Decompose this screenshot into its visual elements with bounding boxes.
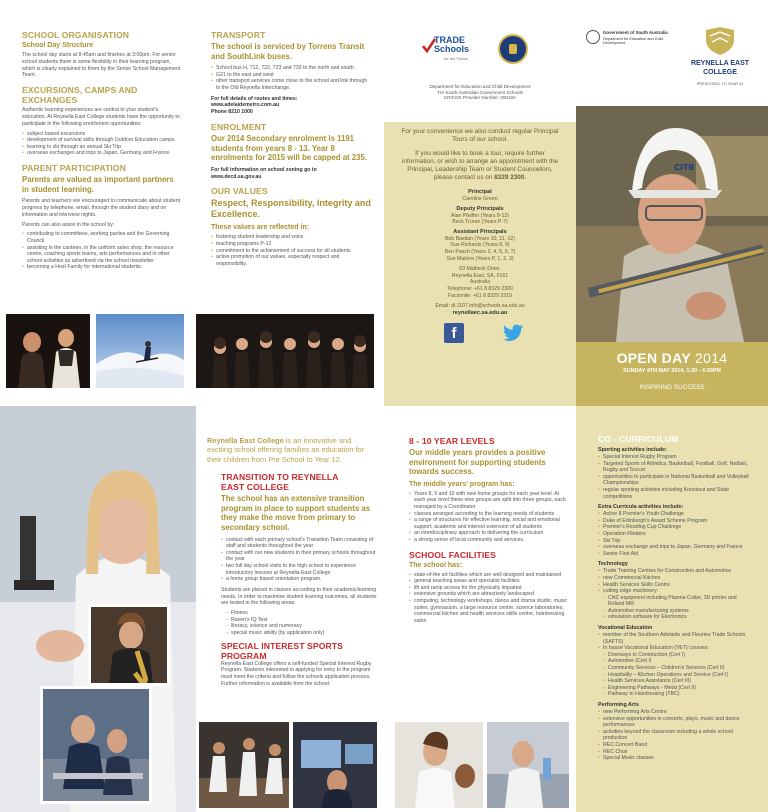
tour-intro: For your convenience we also conduct regular Principal Tours of our school. [401,128,559,143]
dept-line: CRICOS Provider Number: 00018A [443,95,517,101]
list-item: • G21 to the east and west [211,72,371,79]
list-item: • Special Interest Rugby Program [598,454,754,461]
gov-line: Government of South Australia [603,30,668,35]
photo-hairdressing [395,722,483,808]
section-title: ENROLMENT [211,121,267,132]
bullet-list [22,231,182,271]
assistant-name: Sue Malone (Years P, 1, 2, 3) [446,255,514,262]
list-item: • In house Vocational Education (VET) courses: [598,645,754,652]
assistant-name: Sue Richards (Years 8, 9) [450,242,510,249]
list-item: • two full day school visits to the high school to experience introductory lessons at Reynella East College [221,563,377,576]
list-item: • active promotion of our values, especially respect and responsibility. [211,254,371,267]
panel-contact-details [384,122,576,406]
bullet-list [22,131,182,157]
list-item: – special music ability (by application only) [221,630,377,637]
photo-technology-workshop [40,686,152,804]
list-item: • contact with each primary school's Transition Team consisting of staff and students throughout the year [221,537,377,550]
gov-crest-icon [586,30,600,44]
list-item: • new Commercial Kitchen [598,575,754,582]
list-item: • contact with our new students in their primary schools throughout the year [221,550,377,563]
section-title: PARENT PARTICIPATION [22,162,127,173]
list-item: – literacy, science and numeracy [221,623,377,630]
list-item: • regular sporting activities including Knockout and State competitions [598,487,754,500]
photo-choir [196,314,374,388]
section-lead: The school has an extensive transition program in place to support students as they make the move from primary to secondary school. [221,494,371,532]
panel-transport [211,30,371,310]
bullet-list [598,632,754,698]
intro-college: Reynella East College [207,436,284,445]
list-item: • other transport services come close to the school and link through to the Old Reynella Interchange. [211,78,371,91]
website-link[interactable]: reynellaec.sa.edu.au [452,309,508,316]
paragraph: Authentic learning experiences are central to your student's education. At Reynella East College students have the opportunity to participate in the following enrichment opportunities: [22,107,180,127]
paragraph: Reynella East College offers a self-funded Special Interest Rugby Program. Students interested in applying for entry to the program must meet the criteria and follow the schools application process. Further information is available from the school. [221,660,372,687]
zoning-link[interactable]: www.decd.sa.gov.au [211,173,262,180]
list-item: – simulation software for Electronics [598,614,754,621]
routes-link[interactable]: www.adelaidemetro.com.au [211,102,280,109]
paragraph: Parents and teachers are encouraged to communicate about student progress by telephone, email, through the student diary and on information and interview nights. [22,198,181,218]
section-title: TRANSPORT [211,30,266,40]
dept-info [394,84,566,101]
deputy-title: Deputy Principals [456,205,504,212]
list-item: – Engineering Pathways - Metal (Cert II) [598,685,754,692]
tour-contact-body: If you would like to book a tour, require further information, or wish to arrange an appointment with the Principal, Leadership Team or Student Counsellors, please contact us on [402,150,558,181]
bullet-list [598,568,754,621]
list-item: • general teaching areas and specialist facilities [409,578,571,585]
list-item: – Pathway to Hairdressing (TBC) [598,691,754,698]
list-item: • an interdisciplinary approach to delivering the curriculum [409,530,571,537]
dept-line: T/A South Australian Government Schools [437,89,523,95]
routes-label: For full details of routes and times: [211,95,298,102]
photo-drama-performance [6,314,90,388]
assistant-name: Ben Pasch (Years 3, 4, 5, 6, 7) [444,248,516,255]
section-title: TRANSITION TO REYNELLA EAST COLLEGE [221,472,339,493]
list-item: • Active 8 Premier's Youth Challenge [598,511,754,518]
trade-logo-sub: for the Future [444,56,469,61]
bullet-list [211,65,371,91]
address-line: 63 Malbeck Drive, [459,266,501,273]
intro-paragraph [207,436,377,464]
list-item: • REC Choir [598,749,754,756]
email-link[interactable]: Email: dl.1107.info@schools.sa.edu.au [435,303,525,310]
group-extra [598,504,754,557]
list-item: • becoming a Host Family for international students. [22,264,182,271]
bullet-list [409,572,571,625]
bullet-list [409,491,571,544]
list-item: • activities beyond the classroom including a whole school production [598,729,754,742]
list-item: • learning to ski through an annual Ski Trip [22,144,182,151]
intro-text: is an innovative and exciting school offering families an education for their children from Pre School to Year 12. [207,436,365,464]
principal-name: Caroline Green [462,196,498,202]
group-sport [598,447,754,500]
list-item: • fostering student leadership and voice [211,234,371,241]
list-item: • teaching programs P-12 [211,241,371,248]
list-item: – CNC equipment including Plasma Cutter, 3D printer and Roland Mill [598,595,754,608]
list-item: • lift and ramp access for the physically impaired [409,585,571,592]
facebook-icon[interactable]: f [444,323,464,343]
list-item: • Premier's Reading Cup Challenge [598,524,754,531]
section-lead: The school is serviced by Torrens Transit and SouthLink buses. [211,42,365,61]
list-item: • assisting in the canteen, in the uniform sales shop, the resource centre, coaching sports teams, arts performances and in other school activities as advertised via the school newsletter [22,245,182,265]
list-item: – Fitness [221,610,377,617]
gov-line: Department for Education and Child Development [603,37,664,46]
bullet-list [221,610,377,636]
section-lead: Our 2014 Secondary enrolment is 1191 students from years 8 - 13. Year 8 enrolments for 2015 will be capped at 235. [211,133,367,163]
section-title: SPECIAL INTEREST SPORTS PROGRAM [221,640,343,661]
dept-line: Department for Education and Child Development [429,84,531,89]
section-title: SCHOOL ORGANISATION [22,30,130,40]
photo-science-lab [487,722,569,808]
list-item: • Targeted Sports of Athletics, Basketball, Football, Golf, Netball, Rugby and Soccer [598,461,754,474]
section-subtitle: The school has: [409,561,463,569]
list-item: • contributing to committees, working parties and the Governing Council [22,231,182,244]
list-item: • Trade Training Centres for Construction and Automotive [598,568,754,575]
list-item: • Duke of Edinburgh's Award Scheme Program [598,518,754,525]
deputy-name: Beck Truran (Years P-7) [452,219,508,226]
college-name: COLLEGE [703,69,737,76]
list-item: • computing, technology workshops, dance and drama studio, music suites, gymnasium, a large resource centre, science laboratories, commercial kitchen and health services skills centre, hairdressing salon [409,598,571,624]
photo-student-welding [576,106,768,342]
list-item: • a strong sense of local community and services. [409,537,571,544]
twitter-icon[interactable] [502,323,524,343]
list-item: • School bus H, 712, 722, 723 and 733 to the north and south [211,65,371,72]
section-title: 8 - 10 YEAR LEVELS [409,436,495,446]
list-item: • Operation Flinders [598,531,754,538]
list-item: – Health Services Assistance (Cert III) [598,678,754,685]
deputy-name: Alan Pfeiffer (Years 8-12) [451,212,509,219]
group-heading: Performing Arts [598,702,639,708]
open-day-when: SUNDAY 4TH MAY 2014, 1:30 - 4:30PM [623,368,721,374]
gov-sa-logo [586,28,674,50]
list-item: • commitment to the achievement of success for all students [211,248,371,255]
open-day-title [576,350,768,366]
list-item: – Automotive (Cert I) [598,658,754,665]
bullet-list [221,537,377,583]
bullet-list [598,454,754,500]
assistant-title: Assistant Principals [453,228,507,235]
section-lead: Parents are valued as important partners in student learning. [22,174,174,194]
list-item: • a home group based orientation program. [221,576,377,583]
slogan: INSPIRING SUCCESS [639,384,705,391]
group-heading: Technology [598,561,628,568]
list-item: – Doorways to Construction (Cert I) [598,652,754,659]
group-vocational [598,625,754,698]
panel-middle-years [409,436,571,720]
section-lead: Our middle years provides a positive environment for supporting students towards success. [409,448,546,477]
list-item: • new Performing Arts Centre [598,709,754,716]
photo-saxophone-player [88,604,170,686]
safts-crest-icon [498,34,528,64]
tour-contact-text [398,150,562,182]
section-title: EXCURSIONS, CAMPS AND EXCHANGES [22,85,138,106]
list-item: – Community Services – Children's Services (Cert II) [598,665,754,672]
list-item: • cutting edge machinery: [598,588,754,595]
bullet-list [211,234,371,267]
list-item: • classes arranged according to the learning needs of students [409,511,571,518]
assistant-name: Bob Bastian (Years 10, 11, 12) [444,235,516,242]
list-item: • Years 8, 9 and 10 with new home groups for each year level. At each year level these nine groups are split into three groups, each managed by a Coordinator [409,491,571,511]
group-heading: Vocational Education [598,625,653,632]
panel-transition [207,436,377,720]
list-item: • Health Services Skills Centre [598,582,754,589]
section-subtitle: These values are reflected in: [211,224,310,232]
principal-title: Principal [468,189,492,195]
section-title: OUR VALUES [211,186,268,197]
open-day-label: OPEN DAY [616,350,691,366]
section-title: SCHOOL FACILITIES [409,549,497,560]
list-item: – Raven's IQ Test [221,617,377,624]
paragraph: The school day starts at 8:45am and finishes at 3:00pm. For senior school students there is some flexibility in their learning program, which is clearly explained to them by the Senior School Management Team. [22,52,181,79]
list-item: • development of survival skills through Outdoor Education camps [22,137,182,144]
photo-ski-trip [96,314,184,388]
paragraph: Students are placed in classes according to their academic/learning needs. In order to maximise student learning outcomes, all students are tested in the following areas: [221,586,377,607]
paragraph: Parents can also assist in the school by: [22,221,115,228]
panel-cover-top [576,0,768,106]
group-technology [598,561,754,621]
group-performing-arts [598,702,754,762]
list-item: • Ski Trip [598,538,754,545]
bullet-list [598,511,754,557]
routes-phone: Phone 8210 1000 [211,109,253,116]
tour-phone: 8329 2300. [494,174,527,181]
trade-schools-logo [422,36,478,66]
panel-school-organisation [22,30,182,310]
list-item: • a range of structures for effective learning, social and emotional support, academic and interest extension of all students [409,517,571,530]
address-line: Reynella East, SA, 5161 [451,272,509,279]
panel-contact-top [384,0,576,122]
list-item: • overseas exchange and trips to Japan, Germany and France [598,544,754,551]
facsimile: Facsimile: +61 8 8329 2319 [448,292,512,299]
open-day-banner [576,342,768,406]
list-item: • overseas exchanges and trips to Japan, Germany and France. [22,150,182,157]
section-lead: Respect, Responsibility, Integrity and Excellence. [211,198,371,220]
trade-logo-title: TRADE Schools [434,35,470,54]
photo-computer-class [293,722,377,808]
telephone: Telephone: +61 8 8329 2300 [447,285,513,292]
list-item: • member of the Southern Adelaide and Fleurieu Trade Schools (SAFTS) [598,632,754,645]
list-item: • extensive grounds which are attractively landscaped [409,591,571,598]
list-item: • REC Concert Band [598,742,754,749]
section-subtitle: School Day Structure [22,42,94,49]
list-item: • subject based excursions [22,131,182,138]
list-item: – Automotive manufacturing systems [598,608,754,615]
list-item: • extensive opportunities in concerts, plays, music and dance performances [598,716,754,729]
group-heading: Sporting activities include: [598,447,667,453]
section-title: CO - CURRICULUM [598,434,679,444]
college-crest-icon [704,26,736,56]
address-line: Australia [469,279,491,286]
bullet-list [598,709,754,762]
zoning-label: For full information on school zoning go to [211,166,317,173]
group-heading: Extra Curricula activities include: [598,504,684,511]
panel-co-curriculum [576,406,768,812]
college-name: REYNELLA EAST [690,60,750,67]
section-subtitle: The middle years' program has: [409,480,515,488]
list-item: • opportunities to participate in National Basketball and Volleyball Championships [598,474,754,487]
list-item: • Senior First Aid [598,551,754,558]
helmet-logo: CITB [674,163,695,172]
photo-basketball [199,722,289,808]
list-item: – Hospitality – Kitchen Operations and Service (Cert I) [598,672,754,679]
open-day-year: 2014 [695,350,728,366]
list-item: • state-of-the art facilities which are well designed and maintained [409,572,571,579]
list-item: • Special Music classes [598,755,754,762]
college-tagline: PRESCHOOL TO YEAR 12 [696,82,744,86]
